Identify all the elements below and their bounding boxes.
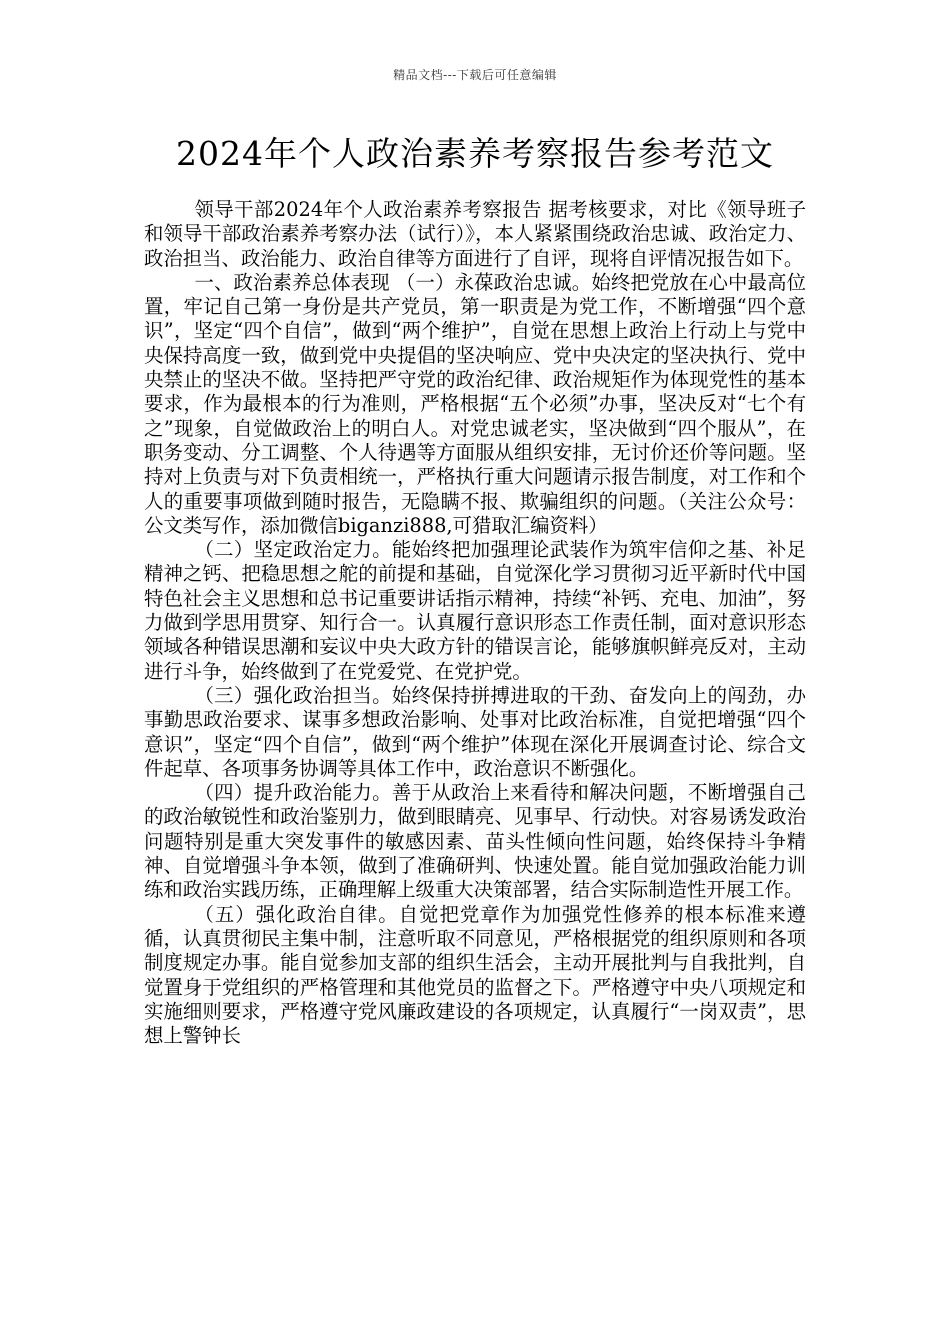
- paragraph-section-5: （五）强化政治自律。自觉把党章作为加强党性修养的根本标准来遵循，认真贯彻民主集中制，注意听取不同意见，严格根据党的组织原则和各项制度规定办事。能自觉参加支部的组织生活会，主动开展批判与自我批判，自觉置身于党组织的严格管理和其他党员的监督之下。严格遵守中央八项规定和实施细则要求，严格遵守党风廉政建设的各项规定，认真履行“一岗双责”，思想上警钟长: [144, 902, 806, 1048]
- header-note: 精品文档---下载后可任意编辑: [393, 68, 557, 82]
- document-title: 2024年个人政治素养考察报告参考范文: [176, 134, 774, 173]
- paragraph-section-4: （四）提升政治能力。善于从政治上来看待和解决问题，不断增强自己的政治敏锐性和政治鉴别力，做到眼睛亮、见事早、行动快。对容易诱发政治问题特别是重大突发事件的敏感因素、苗头性倾向性问题，始终保持斗争精神、自觉增强斗争本领，做到了准确研判、快速处置。能自觉加强政治能力训练和政治实践历练，正确理解上级重大决策部署，结合实际制造性开展工作。: [144, 781, 806, 902]
- paragraph-section-3: （三）强化政治担当。始终保持拼搏进取的干劲、奋发向上的闯劲，办事勤思政治要求、谋事多想政治影响、处事对比政治标准，自觉把增强“四个意识”，坚定“四个自信”，做到“两个维护”体现在深化开展调查讨论、综合文件起草、各项事务协调等具体工作中，政治意识不断强化。: [144, 683, 806, 780]
- paragraph-section-2: （二）坚定政治定力。能始终把加强理论武装作为筑牢信仰之基、补足精神之钙、把稳思想之舵的前提和基础，自觉深化学习贯彻习近平新时代中国特色社会主义思想和总书记重要讲话指示精神，持续“补钙、充电、加油”，努力做到学思用贯穿、知行合一。认真履行意识形态工作责任制，面对意识形态领域各种错误思潮和妄议中央大政方针的错误言论，能够旗帜鲜亮反对，主动进行斗争，始终做到了在党爱党、在党护党。: [144, 538, 806, 683]
- paragraph-intro: 领导干部2024年个人政治素养考察报告 据考核要求，对比《领导班子和领导干部政治素养考察办法（试行）》，本人紧紧围绕政治忠诚、政治定力、政治担当、政治能力、政治自律等方面进行了自评，现将自评情况报告如下。: [144, 198, 806, 270]
- document-body: [144, 198, 806, 1048]
- paragraph-section-1: 一、政治素养总体表现 （一）永葆政治忠诚。始终把党放在心中最高位置，牢记自己第一身份是共产党员，第一职责是为党工作，不断增强“四个意识”，坚定“四个自信”，做到“两个维护”，自觉在思想上政治上行动上与党中央保持高度一致，做到党中央提倡的坚决响应、党中央决定的坚决执行、党中央禁止的坚决不做。坚持把严守党的政治纪律、政治规矩作为体现党性的基本要求，作为最根本的行为准则，严格根据“五个必须”办事，坚决反对“七个有之”现象，自觉做政治上的明白人。对党忠诚老实，坚决做到“四个服从”，在职务变动、分工调整、个人待遇等方面服从组织安排，无讨价还价等问题。坚持对上负责与对下负责相统一，严格执行重大问题请示报告制度，对工作和个人的重要事项做到随时报告，无隐瞒不报、欺骗组织的问题。（关注公众号：公文类写作，添加微信biganzi888,可猎取汇编资料）: [144, 270, 806, 537]
